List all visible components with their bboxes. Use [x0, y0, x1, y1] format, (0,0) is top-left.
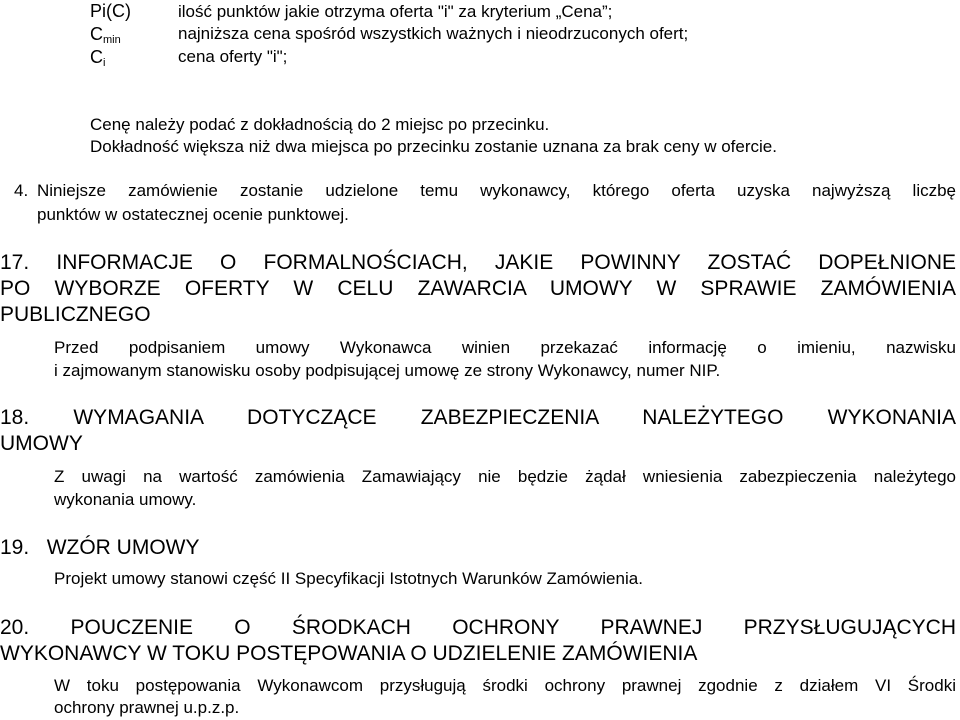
precision-note-line2: Dokładność większa niż dwa miejsca po przecinku zostanie uznana za brak ceny w ofercie.	[90, 137, 777, 156]
section17-heading-line2: PO WYBORZE OFERTY W CELU ZAWARCIA UMOWY W SPRAWIE ZAMÓWIENIA	[0, 277, 956, 300]
point4-line2: punktów w ostatecznej ocenie punktowej.	[37, 205, 349, 224]
symbol-subscript: min	[103, 34, 121, 46]
point4-number: 4.	[14, 181, 29, 200]
section19-body: Projekt umowy stanowi część II Specyfikacji Istotnych Warunków Zamówienia.	[54, 569, 643, 588]
legend-symbol-c-min	[90, 23, 121, 48]
legend-description-c-i: cena oferty "i";	[178, 47, 288, 66]
section18-body-line2: wykonania umowy.	[54, 490, 197, 509]
section17-heading-line1: 17. INFORMACJE O FORMALNOŚCIACH, JAKIE POWINNY ZOSTAĆ DOPEŁNIONE	[0, 251, 956, 274]
section18-heading-line2: UMOWY	[0, 432, 83, 455]
section18-heading-line1: 18. WYMAGANIA DOTYCZĄCE ZABEZPIECZENIA NALEŻYTEGO WYKONANIA	[0, 406, 956, 429]
legend-symbol-c-i	[90, 46, 105, 71]
section18-body-line1: Z uwagi na wartość zamówienia Zamawiający nie będzie żądał wniesienia zabezpieczenia należytego	[54, 467, 956, 486]
section20-body-line2: ochrony prawnej u.p.z.p.	[54, 698, 240, 717]
symbol-subscript: i	[103, 57, 106, 69]
section17-body-line1: Przed podpisaniem umowy Wykonawca winien przekazać informację o imieniu, nazwisku	[54, 338, 956, 357]
point4-line1: Niniejsze zamówienie zostanie udzielone temu wykonawcy, którego oferta uzyska najwyższą liczbę	[37, 181, 956, 200]
legend-description-pi-c: ilość punktów jakie otrzyma oferta "i" za kryterium „Cena”;	[178, 2, 613, 21]
legend-description-c-min: najniższa cena spośród wszystkich ważnych i nieodrzuconych ofert;	[178, 24, 689, 43]
section20-heading-line2: WYKONAWCY W TOKU POSTĘPOWANIA O UDZIELENIE ZAMÓWIENIA	[0, 642, 698, 665]
legend-symbol-pi-c	[90, 0, 131, 22]
section17-body-line2: i zajmowanym stanowisku osoby podpisującej umowę ze strony Wykonawcy, numer NIP.	[54, 361, 721, 380]
section20-body-line1: W toku postępowania Wykonawcom przysługują środki ochrony prawnej zgodnie z działem VI Środki	[54, 676, 956, 695]
section17-heading-line3: PUBLICZNEGO	[0, 303, 151, 326]
precision-note-line1: Cenę należy podać z dokładnością do 2 miejsc po przecinku.	[90, 115, 550, 134]
section19-heading: 19. WZÓR UMOWY	[0, 536, 200, 559]
symbol-text: C	[90, 47, 103, 67]
symbol-text: C	[90, 24, 103, 44]
symbol-text: Pi(C)	[90, 1, 131, 21]
section20-heading-line1: 20. POUCZENIE O ŚRODKACH OCHRONY PRAWNEJ PRZYSŁUGUJĄCYCH	[0, 616, 956, 639]
